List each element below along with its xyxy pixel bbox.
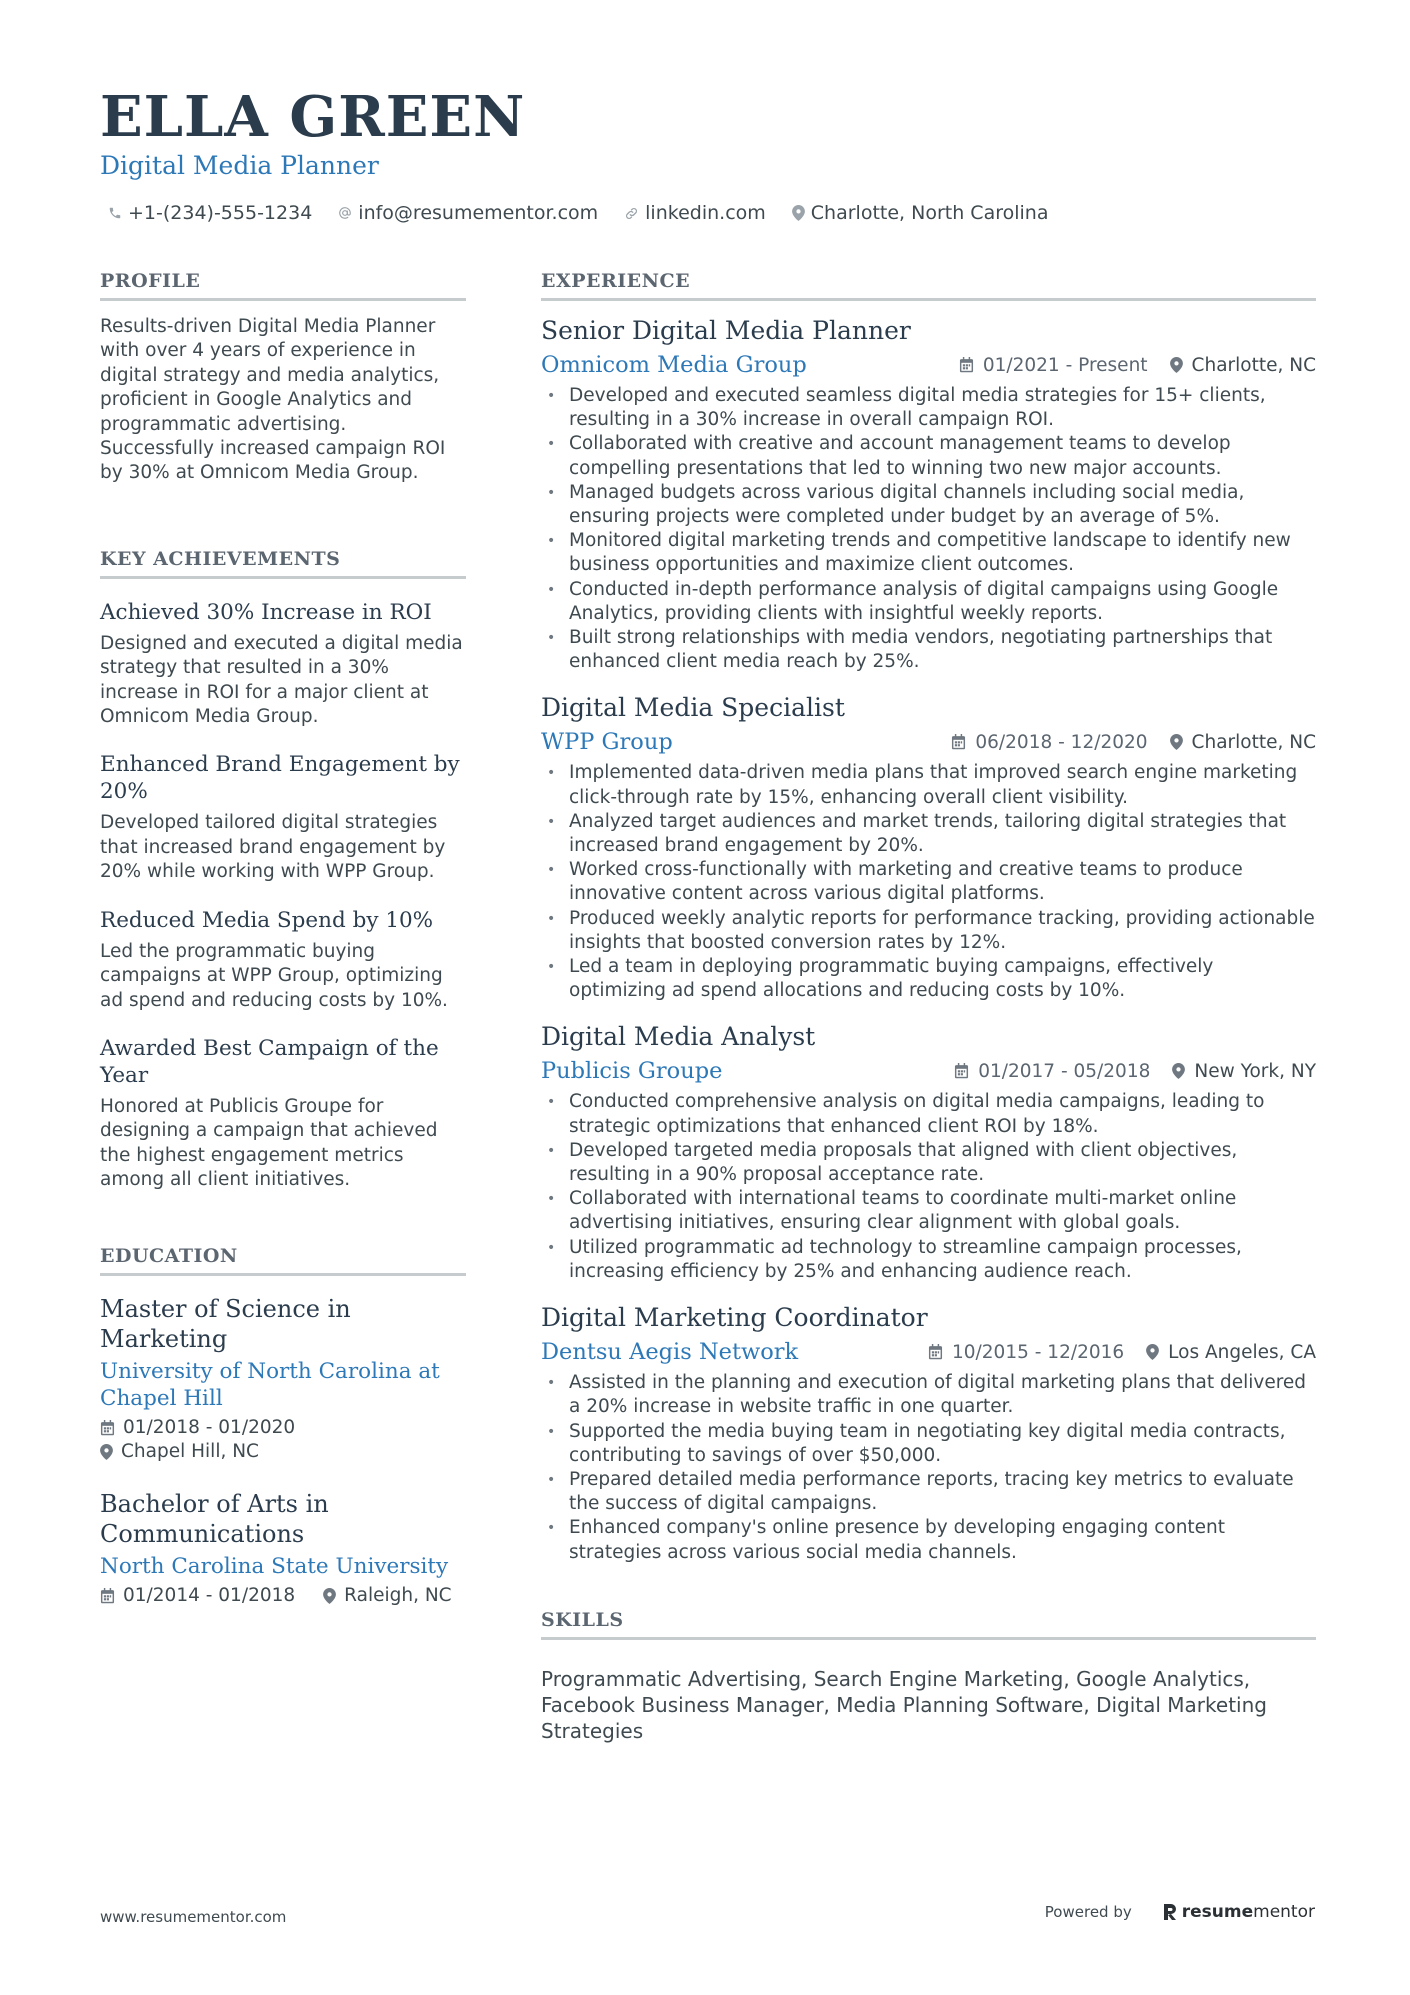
education-meta <box>100 1584 466 1609</box>
footer-branding <box>1045 1902 1315 1922</box>
job-bullets <box>541 761 1316 1003</box>
location-pin-icon <box>1170 357 1183 373</box>
job-location <box>1170 355 1316 376</box>
right-column <box>541 268 1316 1744</box>
left-column <box>100 268 466 1608</box>
education-section <box>100 1243 466 1609</box>
achievement-title: Awarded Best Campaign of the Year <box>100 1035 439 1088</box>
skills-heading: SKILLS <box>541 1607 1316 1640</box>
calendar-icon <box>954 1063 969 1079</box>
profile-text: Results-driven Digital Media Planner with over 4 years of experience in digital strategy and media analytics, proficient in Google Analytics and programmatic advertising. Successfully increased campaign ROI by 30% at Omnicom Media Group. <box>100 316 446 484</box>
job-location <box>1172 1061 1316 1082</box>
location-text: Charlotte, North Carolina <box>810 202 1049 224</box>
job-dates-text: 06/2018 - 12/2020 <box>975 731 1148 753</box>
calendar-icon <box>951 734 966 750</box>
job-header-row <box>541 727 1316 757</box>
calendar-icon <box>100 1420 115 1436</box>
achievement-item <box>100 907 466 1013</box>
calendar-icon <box>959 357 974 373</box>
calendar-icon <box>928 1344 943 1360</box>
job-company: Omnicom Media Group <box>541 352 807 378</box>
candidate-role: Digital Media Planner <box>100 151 379 180</box>
job-dates <box>959 355 1148 376</box>
job-dates-text: 10/2015 - 12/2016 <box>952 1341 1125 1363</box>
job-location-text: Los Angeles, CA <box>1168 1341 1316 1363</box>
job-dates <box>954 1061 1150 1082</box>
job-header-row <box>541 1056 1316 1086</box>
education-dates-text: 01/2018 - 01/2020 <box>123 1416 296 1438</box>
job-entry <box>541 692 1316 1003</box>
education-item <box>100 1489 466 1609</box>
contact-location <box>792 202 1049 224</box>
job-bullet: • Produced weekly analytic reports for performance tracking, providing actionable insights that boosted conversion rates by 12%. <box>541 907 1316 955</box>
job-bullet: • Utilized programmatic ad technology to streamline campaign processes, increasing efficiency by 25% and enhancing audience reach. <box>541 1236 1316 1284</box>
location-pin-icon <box>1172 1063 1185 1079</box>
job-header-row <box>541 1337 1316 1367</box>
job-bullet: • Supported the media buying team in negotiating key digital media contracts, contributing to savings of over $50,000. <box>541 1420 1316 1468</box>
contact-bar <box>108 200 1074 226</box>
achievement-item <box>100 599 466 730</box>
job-dates <box>951 732 1147 753</box>
job-bullet: • Assisted in the planning and execution of digital marketing plans that delivered a 20% increase in website traffic in one quarter. <box>541 1371 1316 1419</box>
job-bullet: • Developed targeted media proposals that aligned with client objectives, resulting in a 90% proposal acceptance rate. <box>541 1139 1316 1187</box>
link-icon <box>624 206 639 221</box>
job-title: Digital Marketing Coordinator <box>541 1303 928 1333</box>
job-dates-text: 01/2017 - 05/2018 <box>978 1060 1151 1082</box>
job-bullets <box>541 1371 1316 1565</box>
job-title: Digital Media Analyst <box>541 1022 816 1052</box>
job-company: WPP Group <box>541 729 673 756</box>
resumementor-logo-icon <box>1162 1902 1178 1922</box>
phone-text: +1-(234)-555-1234 <box>128 202 313 224</box>
job-bullet: • Implemented data-driven media plans that improved search engine marketing click-through rate by 15%, enhancing overall client visibility. <box>541 761 1316 809</box>
skills-section <box>541 1607 1316 1744</box>
location-pin-icon <box>1146 1344 1159 1360</box>
education-school: University of North Carolina at Chapel Hill <box>100 1358 440 1411</box>
contact-phone[interactable] <box>108 202 312 224</box>
job-bullet: • Managed budgets across various digital channels including social media, ensuring projects were completed under budget by an average of 5%. <box>541 481 1316 529</box>
job-bullet: • Conducted in-depth performance analysis of digital campaigns using Google Analytics, providing clients with insightful weekly reports. <box>541 578 1316 626</box>
job-location <box>1146 1342 1316 1363</box>
achievement-desc: Led the programmatic buying campaigns at WPP Group, optimizing ad spend and reducing costs by 10%. <box>100 940 448 1011</box>
job-location-text: Charlotte, NC <box>1191 731 1316 753</box>
location-pin-icon <box>792 205 805 221</box>
calendar-icon <box>100 1588 115 1604</box>
job-company: Publicis Groupe <box>541 1058 723 1085</box>
resumementor-logo[interactable] <box>1162 1902 1315 1922</box>
experience-heading: EXPERIENCE <box>541 268 1316 301</box>
job-bullet: • Collaborated with international teams to coordinate multi-market online advertising initiatives, ensuring clear alignment with global goals. <box>541 1187 1316 1235</box>
profile-section <box>100 268 466 486</box>
job-company: Dentsu Aegis Network <box>541 1339 799 1366</box>
job-bullets <box>541 384 1316 674</box>
footer-website[interactable]: www.resumementor.com <box>100 1908 287 1926</box>
job-header-row <box>541 350 1316 380</box>
education-school: North Carolina State University <box>100 1553 449 1579</box>
achievement-title: Enhanced Brand Engagement by 20% <box>100 752 460 805</box>
education-item <box>100 1294 466 1465</box>
contact-linkedin[interactable] <box>624 202 766 224</box>
brand-light-text: mentor <box>1253 1902 1315 1922</box>
job-title: Digital Media Specialist <box>541 693 845 723</box>
achievement-desc: Designed and executed a digital media strategy that resulted in a 30% increase in ROI for a major client at Omnicom Media Group. <box>100 632 463 728</box>
achievement-desc: Honored at Publicis Groupe for designing a campaign that achieved the highest engagement metrics among all client initiatives. <box>100 1095 438 1191</box>
achievement-title: Reduced Media Spend by 10% <box>100 907 434 933</box>
education-degree: Master of Science in Marketing <box>100 1294 351 1353</box>
achievement-title: Achieved 30% Increase in ROI <box>100 599 432 625</box>
education-location <box>100 1440 466 1465</box>
job-meta <box>928 1342 1316 1363</box>
education-dates-text: 01/2014 - 01/2018 <box>123 1584 296 1606</box>
education-location-text: Raleigh, NC <box>344 1584 452 1606</box>
education-heading: EDUCATION <box>100 1243 466 1276</box>
achievements-section <box>100 546 466 1193</box>
brand-bold-text: resume <box>1181 1902 1254 1922</box>
at-icon <box>338 206 352 220</box>
job-entry <box>541 315 1316 674</box>
profile-heading: PROFILE <box>100 268 466 301</box>
job-bullet: • Collaborated with creative and account management teams to develop compelling presentations that led to winning two new major accounts. <box>541 432 1316 480</box>
powered-by-text: Powered by <box>1044 1903 1132 1921</box>
location-pin-icon <box>323 1588 336 1604</box>
phone-icon <box>108 206 122 220</box>
education-dates <box>100 1416 466 1441</box>
job-meta <box>959 355 1316 376</box>
job-bullet: • Enhanced company's online presence by developing engaging content strategies across various social media channels. <box>541 1516 1316 1564</box>
job-bullet: • Analyzed target audiences and market trends, tailoring digital strategies that increased brand engagement by 20%. <box>541 810 1316 858</box>
achievement-item <box>100 1035 466 1193</box>
job-entry <box>541 1302 1316 1565</box>
job-bullet: • Led a team in deploying programmatic buying campaigns, effectively optimizing ad spend allocations and reducing costs by 10%. <box>541 955 1316 1003</box>
location-pin-icon <box>1170 734 1183 750</box>
job-location-text: New York, NY <box>1194 1060 1316 1082</box>
email-text: info@resumementor.com <box>358 202 599 224</box>
job-bullets <box>541 1090 1316 1284</box>
job-meta <box>951 732 1316 753</box>
achievements-heading: KEY ACHIEVEMENTS <box>100 546 466 579</box>
education-location-text: Chapel Hill, NC <box>121 1441 259 1463</box>
job-location <box>1170 732 1316 753</box>
experience-section <box>541 268 1316 1565</box>
job-bullet: • Worked cross-functionally with marketing and creative teams to produce innovative content across various digital platforms. <box>541 858 1316 906</box>
job-bullet: • Conducted comprehensive analysis on digital media campaigns, leading to strategic optimizations that enhanced client ROI by 18%. <box>541 1090 1316 1138</box>
job-dates-text: 01/2021 - Present <box>982 354 1148 376</box>
contact-email[interactable] <box>338 202 598 224</box>
achievement-item <box>100 751 466 884</box>
job-location-text: Charlotte, NC <box>1191 354 1316 376</box>
location-pin-icon <box>100 1444 113 1460</box>
skills-text: Programmatic Advertising, Search Engine Marketing, Google Analytics, Facebook Business Manager, Media Planning Software, Digital Marketing Strategies <box>541 1666 1267 1743</box>
job-entry <box>541 1021 1316 1284</box>
job-bullet: • Prepared detailed media performance reports, tracing key metrics to evaluate the success of digital campaigns. <box>541 1468 1316 1516</box>
job-bullet: • Built strong relationships with media vendors, negotiating partnerships that enhanced client media reach by 25%. <box>541 626 1316 674</box>
job-meta <box>954 1061 1316 1082</box>
job-bullet: • Monitored digital marketing trends and competitive landscape to identify new business opportunities and maximize client outcomes. <box>541 529 1316 577</box>
linkedin-text: linkedin.com <box>645 202 766 224</box>
job-dates <box>928 1342 1124 1363</box>
education-degree: Bachelor of Arts in Communications <box>100 1489 329 1548</box>
candidate-name: ELLA GREEN <box>100 84 526 150</box>
job-bullet: • Developed and executed seamless digital media strategies for 15+ clients, resulting in a 30% increase in overall campaign ROI. <box>541 384 1316 432</box>
achievement-desc: Developed tailored digital strategies that increased brand engagement by 20% while working with WPP Group. <box>100 812 446 883</box>
job-title: Senior Digital Media Planner <box>541 316 911 345</box>
